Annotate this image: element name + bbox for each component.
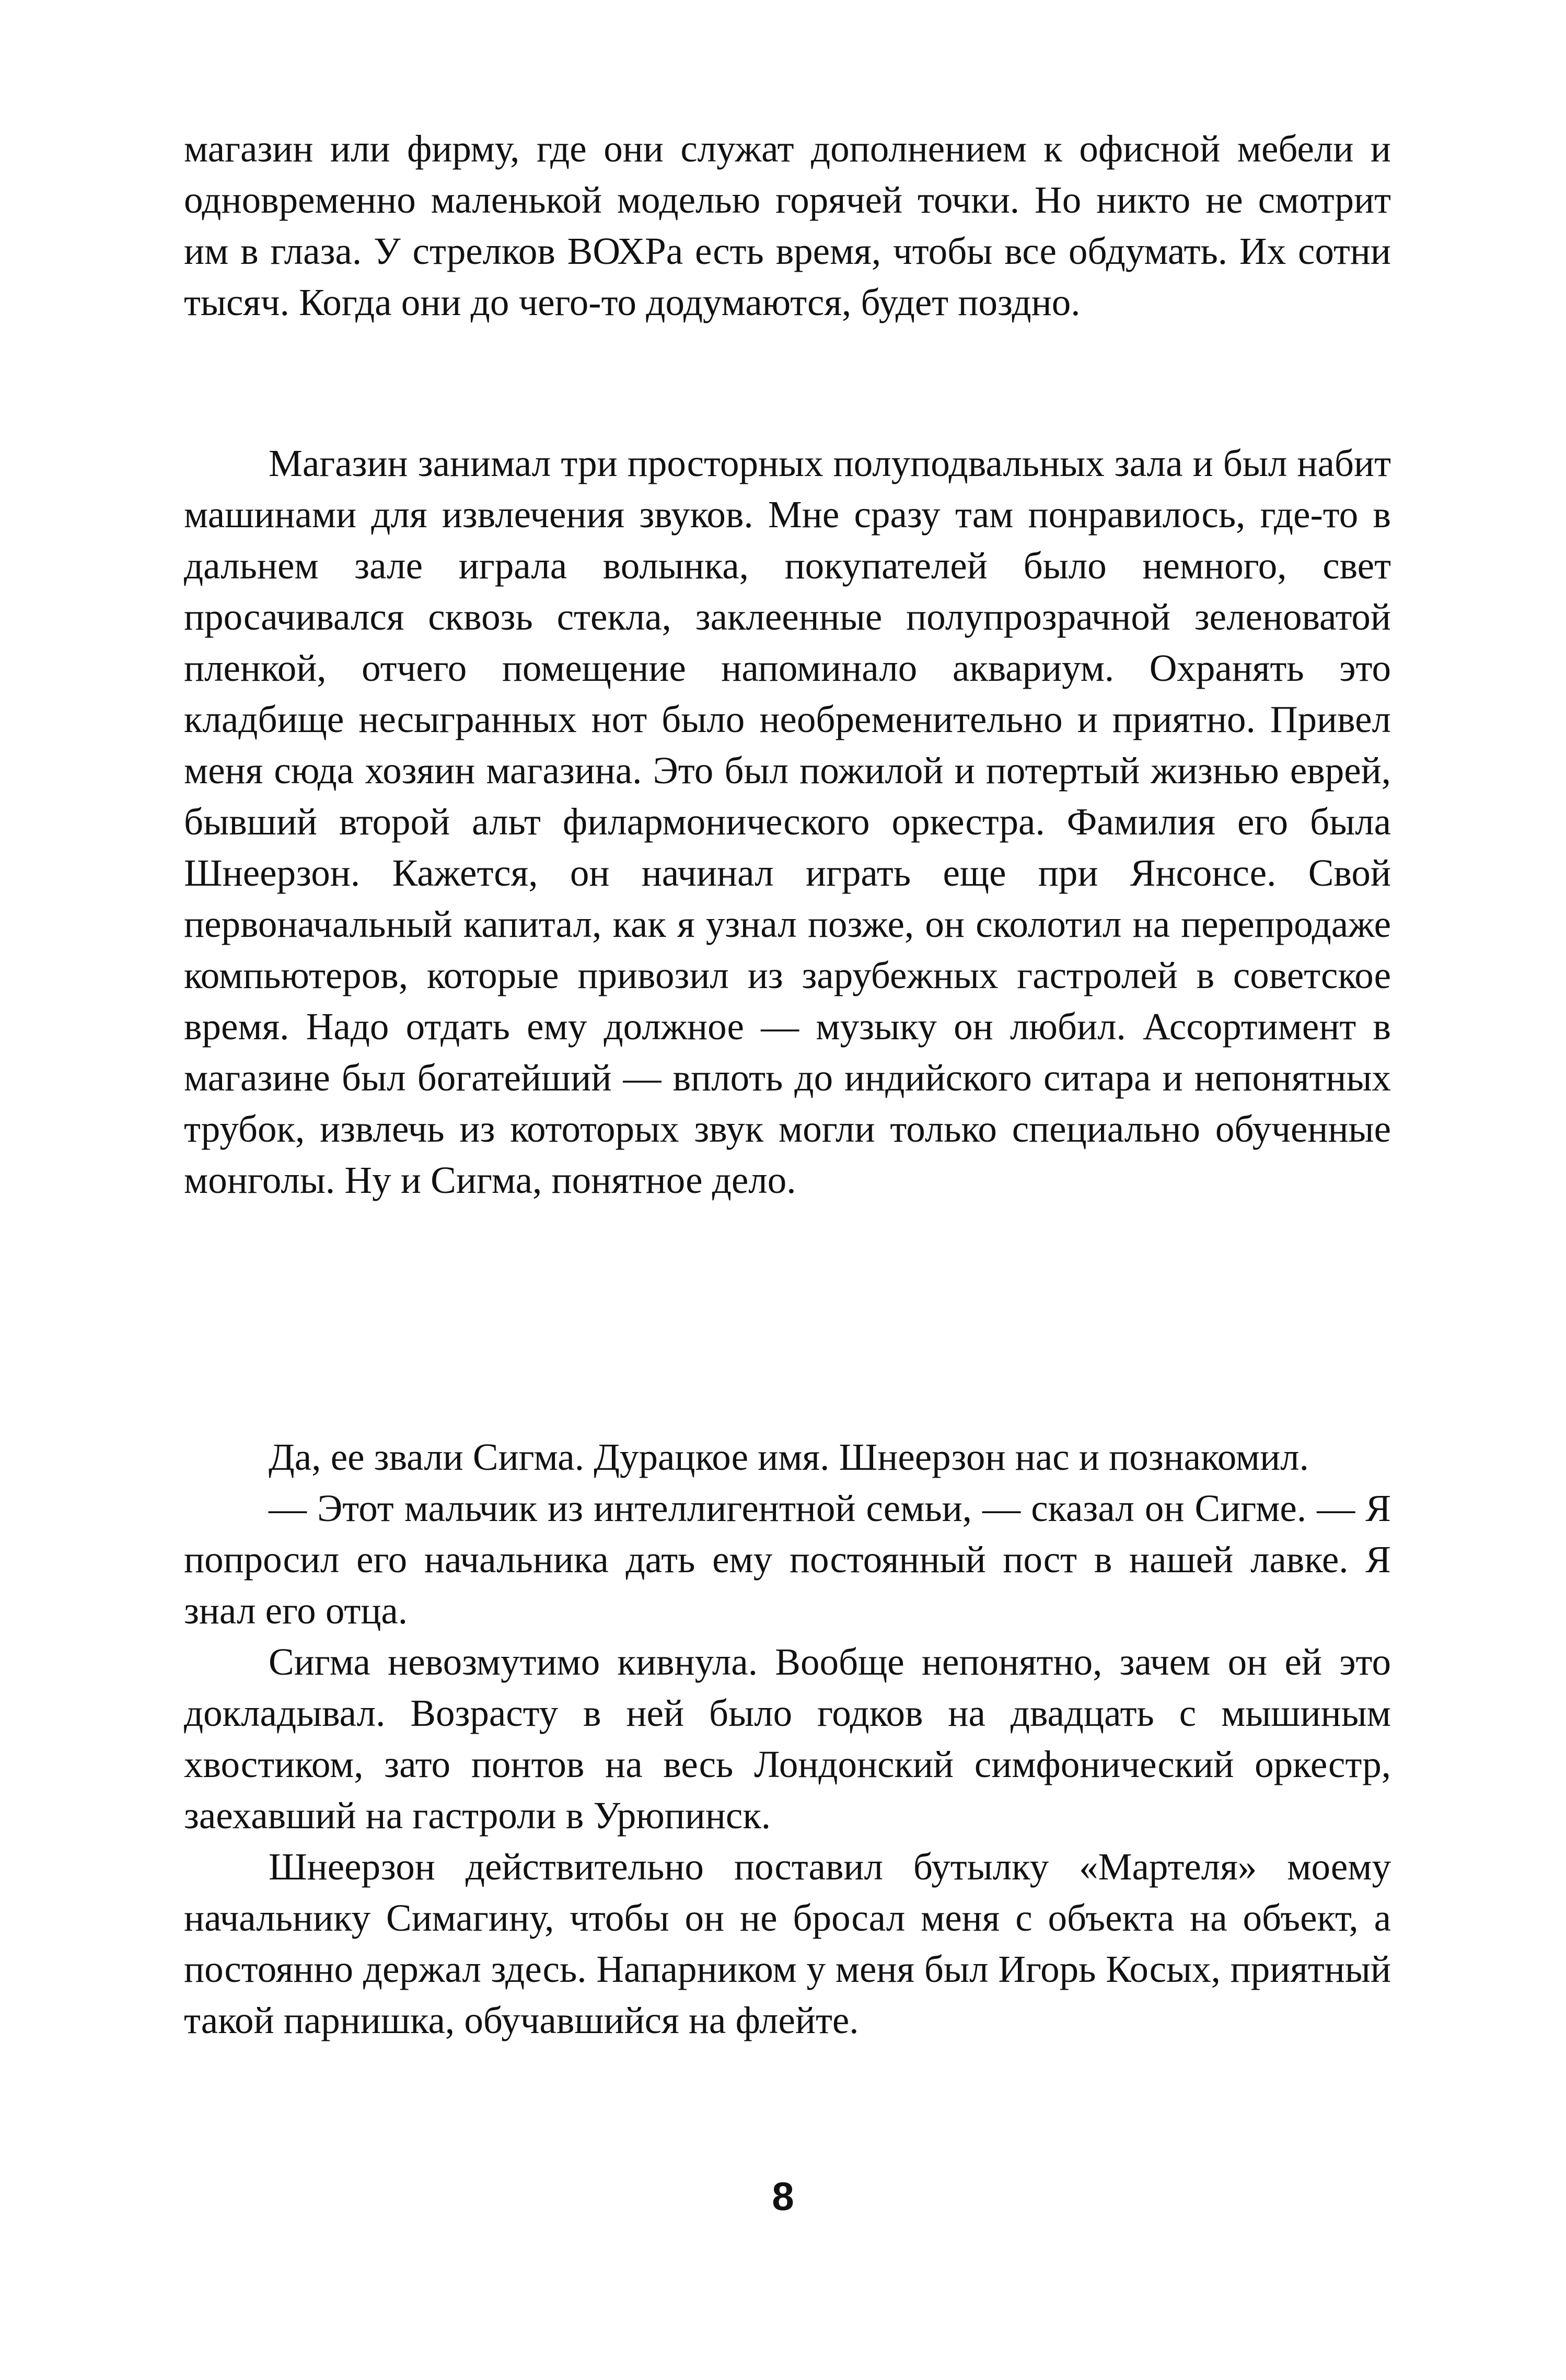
paragraph: — Этот мальчик из интеллигентной семьи, — сказал он Сигме. — Я попросил его начальника дать ему постоянный пост в нашей лавке. Я знал его отца. — [184, 1487, 1391, 1632]
text-section-1 — [184, 123, 1391, 328]
paragraph: Сигма невозмутимо кивнула. Вообще непонятно, зачем он ей это докладывал. Возрасту в ней было годков на двадцать с мышиным хвостиком, зато понтов на весь Лондонский симфонический оркестр, заехавший на гастроли в Урюпинск. — [184, 1641, 1391, 1837]
paragraph: Магазин занимал три просторных полуподвальных зала и был набит машинами для извлечения звуков. Мне сразу там понравилось, где-то в дальнем зале играла волынка, покупателей было немного, свет просачивался сквозь стекла, заклеенные полупрозрачной зеленоватой пленкой, отчего помещение напоминало аквариум. Охранять это кладбище несыгранных нот было необременительно и приятно. Привел меня сюда хозяин магазина. Это был пожилой и потертый жизнью еврей, бывший второй альт филармонического оркестра. Фамилия его была Шнеерзон. Кажется, он начинал играть еще при Янсонсе. Свой первоначальный капитал, как я узнал позже, он сколотил на перепродаже компьютеров, которые привозил из зарубежных гастролей в советское время. Надо отдать ему должное — музыку он любил. Ассортимент в магазине был богатейший — вплоть до индийского ситара и непонятных трубок, извлечь из кототорых звук могли только специально обученные монголы. Ну и Сигма, понятное дело. — [184, 442, 1391, 1201]
text-section-2 — [184, 438, 1391, 1206]
paragraph: магазин или фирму, где они служат дополнением к офисной мебели и одновременно маленькой моделью горячей точки. Но никто не смотрит им в глаза. У стрелков ВОХРа есть время, чтобы все обдумать. Их сотни тысяч. Когда они до чего-то додумаются, будет поздно. — [184, 127, 1391, 323]
paragraph: Да, ее звали Сигма. Дурацкое имя. Шнеерзон нас и познакомил. — [269, 1436, 1309, 1478]
page-number: 8 — [772, 2175, 794, 2219]
text-section-3 — [184, 1432, 1391, 2046]
paragraph: Шнеерзон действительно поставил бутылку «Мартеля» моему начальнику Симагину, чтобы он не бросал меня с объекта на объект, а постоянно держал здесь. Напарником у меня был Игорь Косых, приятный такой парнишка, обучавшийся на флейте. — [184, 1845, 1391, 2041]
